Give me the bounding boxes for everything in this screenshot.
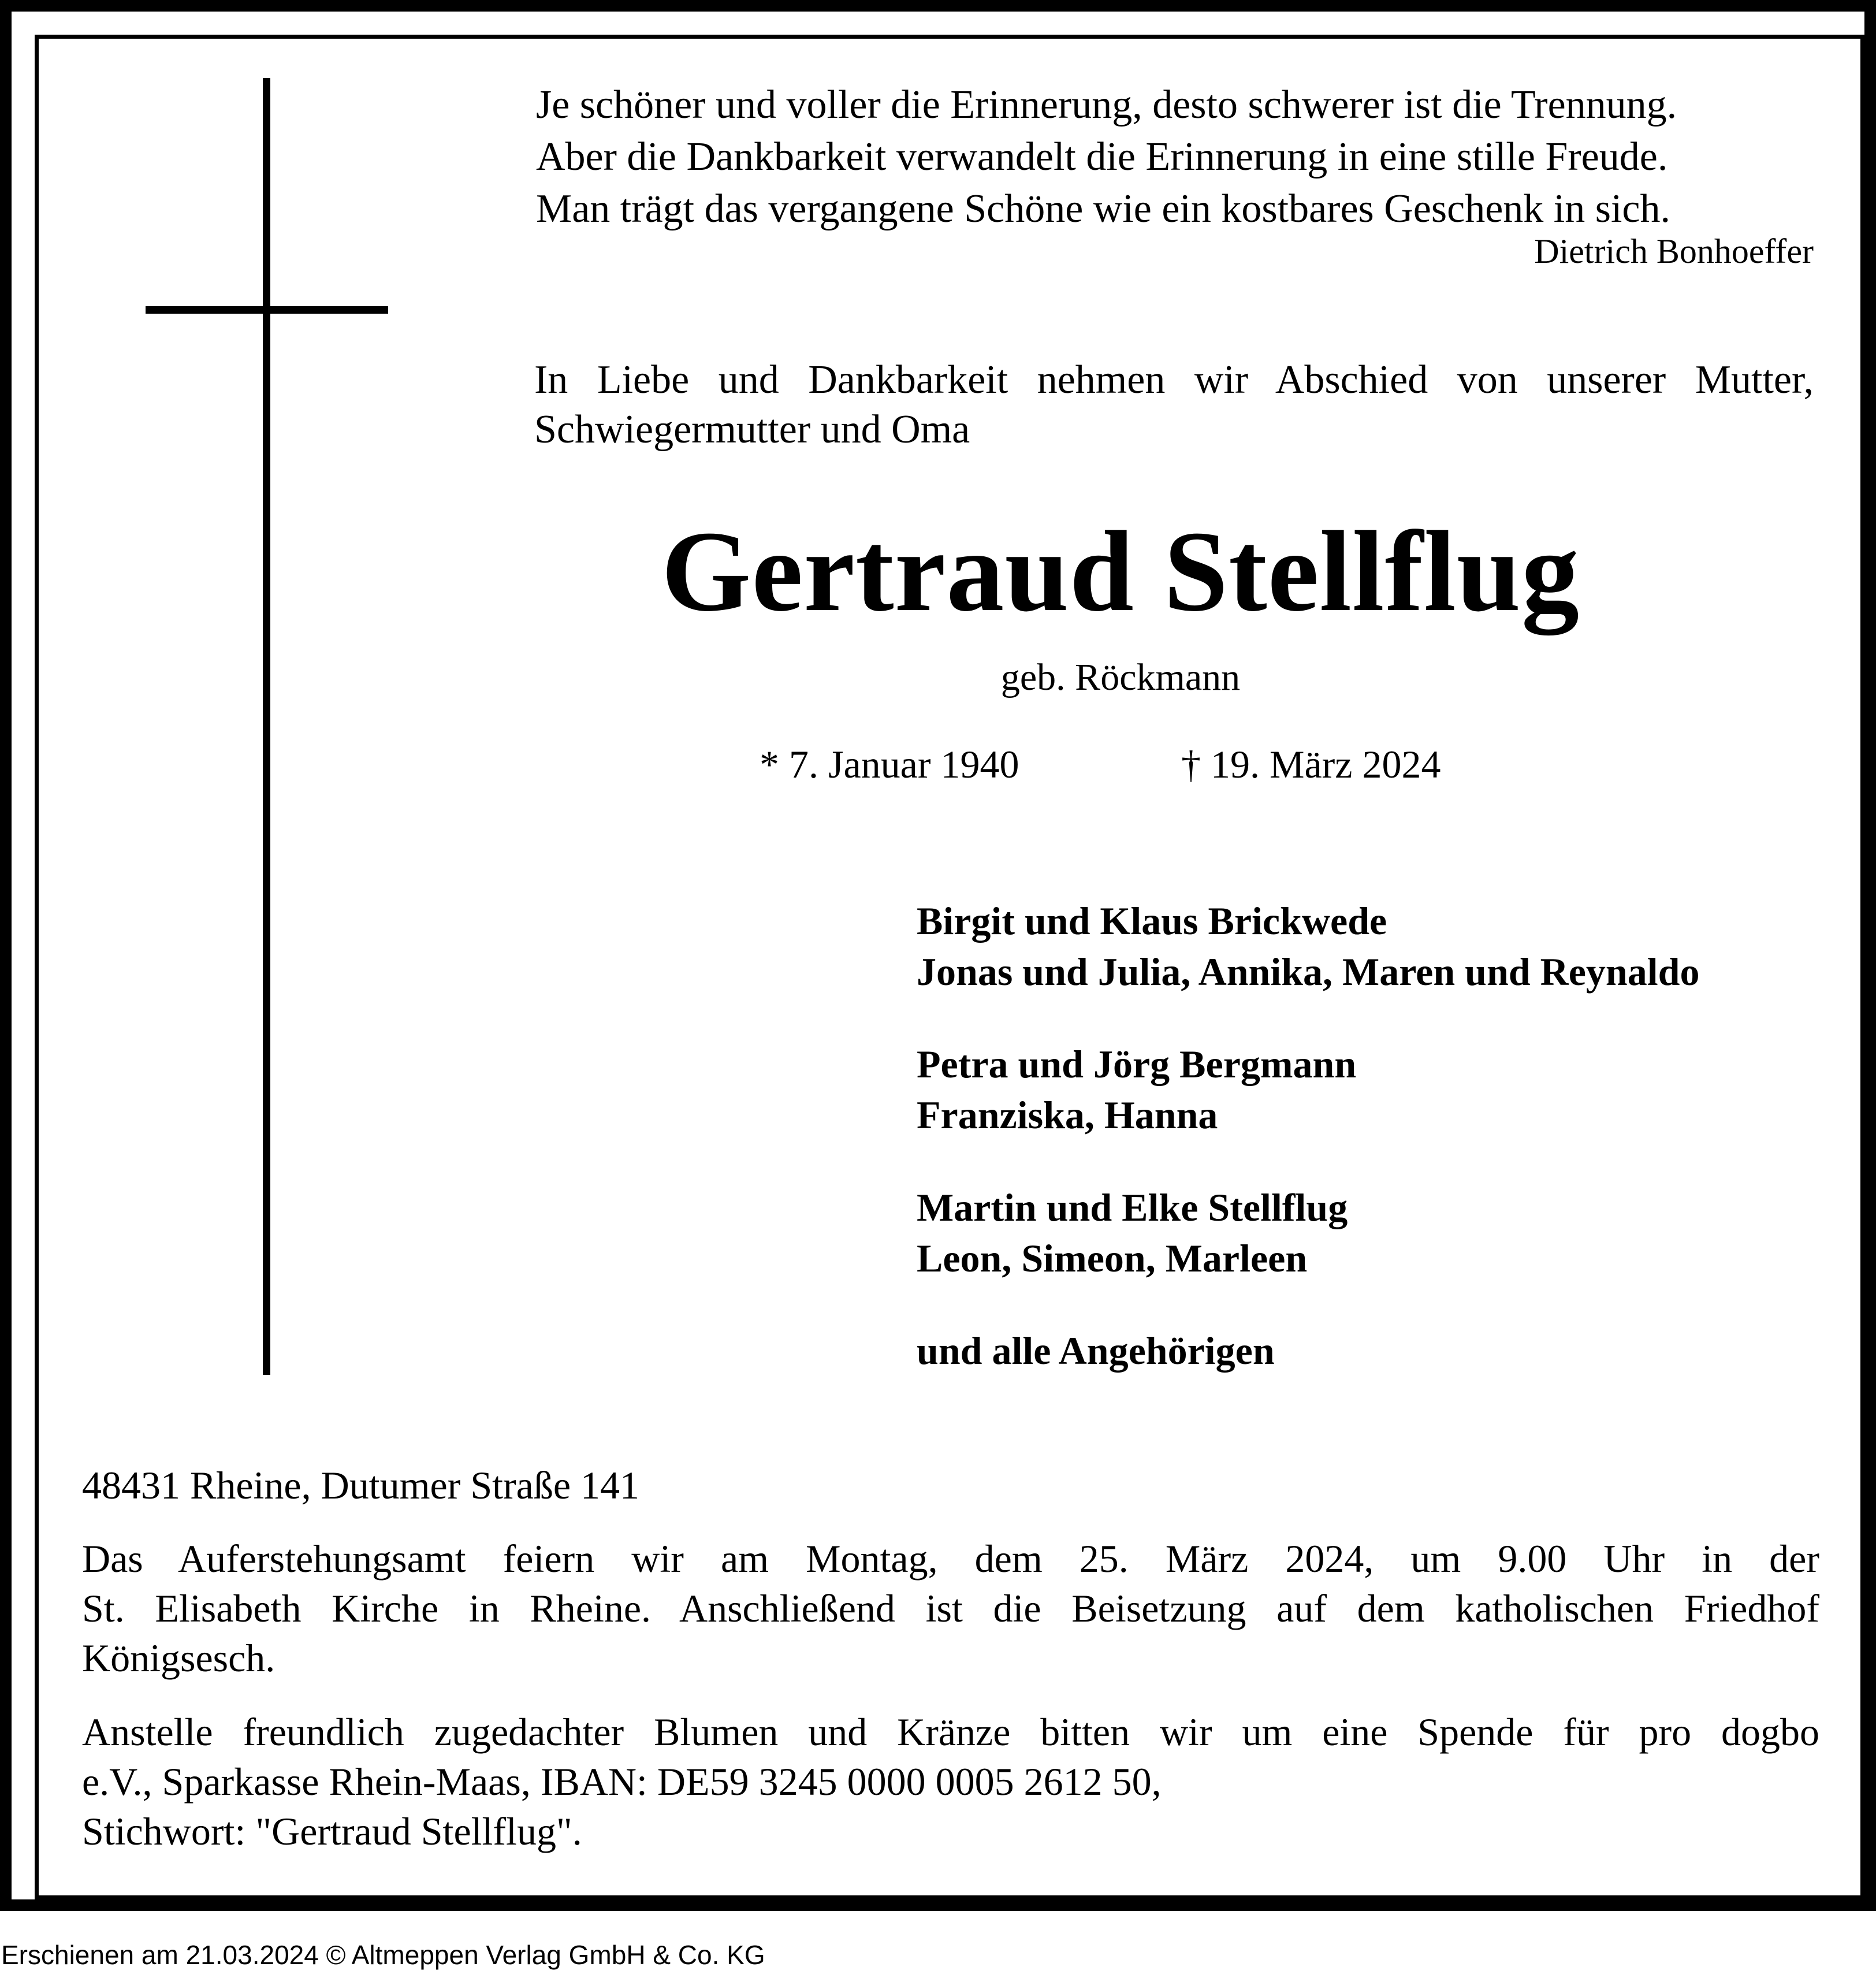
mourners-closing: und alle Angehörigen <box>917 1329 1275 1373</box>
mourner-group <box>917 1039 1829 1140</box>
maiden-name: geb. Röckmann <box>1000 656 1241 698</box>
donation-line: Anstelle freundlich zugedachter Blumen und Kränze bitten wir um eine Spende für pro dogbo <box>82 1710 1819 1754</box>
farewell-intro <box>534 355 1814 455</box>
service-details <box>82 1534 1819 1683</box>
mourner-line: Birgit und Klaus Brickwede <box>917 899 1387 943</box>
intro-line: Schwiegermutter und Oma <box>534 407 970 452</box>
bonhoeffer-quote <box>536 79 1812 235</box>
death-date: † 19. März 2024 <box>1181 742 1441 786</box>
quote-line: Man trägt das vergangene Schöne wie ein kostbares Geschenk in sich. <box>536 187 1670 231</box>
mourner-group <box>917 895 1829 997</box>
birth-date: * 7. Januar 1940 <box>760 742 1019 786</box>
service-line: St. Elisabeth Kirche in Rheine. Anschließend ist die Beisetzung auf dem katholischen Friedhof <box>82 1586 1819 1630</box>
mourner-group <box>917 1325 1829 1376</box>
mourners-list <box>917 895 1829 1418</box>
cross-icon-vertical-bar <box>263 78 270 1375</box>
deceased-name: Gertraud Stellflug <box>661 508 1580 635</box>
mourner-group <box>917 1182 1829 1284</box>
mourner-line: Franziska, Hanna <box>917 1093 1218 1137</box>
service-line: Königsesch. <box>82 1636 276 1680</box>
mourner-line: Petra und Jörg Bergmann <box>917 1042 1357 1086</box>
service-line: Das Auferstehungsamt feiern wir am Montag, dem 25. März 2024, um 9.00 Uhr in der <box>82 1537 1819 1581</box>
quote-line: Je schöner und voller die Erinnerung, desto schwerer ist die Trennung. <box>536 83 1677 127</box>
publication-credit: Erschienen am 21.03.2024 © Altmeppen Verlag GmbH & Co. KG <box>1 1940 765 1970</box>
mourner-line: Jonas und Julia, Annika, Maren und Reynaldo <box>917 950 1700 994</box>
quote-author: Dietrich Bonhoeffer <box>1534 232 1814 270</box>
mourner-line: Martin und Elke Stellflug <box>917 1185 1348 1229</box>
donation-line: e.V., Sparkasse Rhein-Maas, IBAN: DE59 3245 0000 0005 2612 50, <box>82 1760 1162 1804</box>
intro-line: In Liebe und Dankbarkeit nehmen wir Abschied von unserer Mutter, <box>534 358 1814 402</box>
cross-icon-horizontal-bar <box>146 306 388 314</box>
donation-request <box>82 1707 1819 1856</box>
donation-line: Stichwort: "Gertraud Stellflug". <box>82 1809 582 1853</box>
quote-line: Aber die Dankbarkeit verwandelt die Erinnerung in eine stille Freude. <box>536 135 1668 179</box>
mourner-line: Leon, Simeon, Marleen <box>917 1236 1308 1280</box>
address: 48431 Rheine, Dutumer Straße 141 <box>82 1463 640 1507</box>
